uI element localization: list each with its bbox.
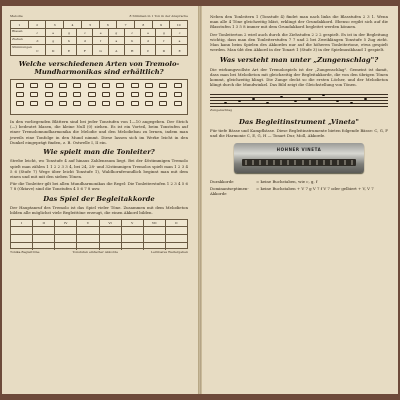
draw-note: d bbox=[30, 37, 46, 44]
paragraph-tonleiter: Strebe leicht, wo Tonstufe 4 auf hinaus Zahlenraum liegt. Bei der 40stimmigen Tremolo spielt man zählen 1 1 2 2 3 3 4, bei 24, 28- und 32stimmigen Tremolos spielt man 1 2 3 4 5 6 (Stufe 7) Wege über leicht Tonstufe 1), Waldhornfreundlich beginnt man mit dem einen und mit mit den sieben Tönen. bbox=[10, 158, 188, 179]
harmonica-illustration bbox=[210, 143, 388, 173]
chord-grid-header bbox=[11, 220, 187, 227]
chord-grid-number: V bbox=[77, 220, 99, 226]
hole-number: 3 bbox=[46, 21, 64, 28]
heading-zungenschlag: Was versteht man unter „Zungenschlag"? bbox=[219, 56, 379, 65]
blow-label: Blasen bbox=[12, 29, 23, 34]
heading-tonleiter: Wie spielt man die Tonleiter? bbox=[43, 147, 155, 156]
draw-note: d bbox=[77, 37, 93, 44]
tuning-note: H bbox=[125, 45, 141, 56]
chart-caption-right: 8 Stimmen in 1 Ton in der Ansprache bbox=[129, 14, 188, 18]
paragraph-begleitakkorde: Der Hauptanruf des Tremolo ist das Spiel vieler Töne. Zusammen mit dem Melodieton bilden alle möglichst viele Begleittöne erzeugt, die einen Akkord bilden. bbox=[10, 204, 188, 216]
hole-number: 9 bbox=[153, 21, 171, 28]
blow-note: c bbox=[30, 29, 46, 36]
paragraph-intro: In den vorliegenden Blättern sind bei jeder Tonstufen von 1—10 angegeben. Der Strich (—) bedeutet blasen, die kleine Null (0) ziehen. Es ist ein Vorteil, beim Tonstufen auf einer Tremolomundharmonika die Melodie und den Melodiebau zu lernen, indem man jeweils eine Tonfolge in den Mund nimmt. Diese lassen sich im Werke leicht in den Dunkel eingeprägt finden, z. B. Ostwelle I, II ein. bbox=[10, 118, 188, 145]
paragraph-tonleitertone: Neben den Tonleitern 1 (Tonstufe 4) findet man nach links die Blasstufen 2 3 1. Wenn man alle 4 Töne gleichzeitig bläst, erklingt der Grundakkord. Ebenso ergibt sich auf die Blasstufen 1 3 5 8 immer mit dem Grundakkord begleitet werden können. bbox=[210, 14, 388, 30]
draw-label: Ziehen bbox=[12, 37, 23, 42]
chord-grid-row3 bbox=[11, 243, 187, 250]
paragraph-tonleiterton-2: Der Tonleiterton 2 wird auch durch die Ziehstufen 2 2 2 gespielt. Es ist in der Begleitung wichtig, dass man den Tonleiterstufen 7 7 und 2 bei Zweiklängen Tonstufe 5 Zug zieht. Man kann beim Spielen des Akkordes nur auf die höheren Tonleitertone, etwa gespielt werden. Man übt den Akkord in der Tonart 1 (Stufe 3) in der Spielmusikhand 1 gespielt. bbox=[210, 31, 388, 53]
hole-number: 4 bbox=[64, 21, 82, 28]
blow-note: c bbox=[77, 29, 93, 36]
blow-note: c bbox=[178, 30, 181, 35]
music-staff bbox=[210, 91, 388, 113]
chord-grid-number: IV bbox=[55, 220, 77, 226]
chord-grid-number: VII bbox=[144, 220, 166, 226]
chart-caption-left: Melodie bbox=[10, 14, 23, 18]
draw-note: d bbox=[141, 37, 157, 44]
tuning-notes bbox=[30, 45, 187, 56]
blow-note: e bbox=[93, 29, 109, 36]
chord-legend-row-1 bbox=[210, 179, 388, 184]
blow-notes bbox=[30, 29, 187, 36]
chord-grid-captions bbox=[10, 250, 188, 254]
tuning-note: C bbox=[30, 45, 46, 56]
blow-note: e bbox=[46, 29, 62, 36]
hole-number: 8 bbox=[135, 21, 153, 28]
tuning-note: C bbox=[141, 45, 157, 56]
tuning-note: A bbox=[109, 45, 125, 56]
hole-number: 2 bbox=[29, 21, 47, 28]
grid-caption-2: Tonstufen einfacher Akkorde bbox=[72, 250, 118, 255]
blow-note: g bbox=[109, 29, 125, 36]
left-page bbox=[2, 6, 199, 394]
hole-number: 1 bbox=[11, 21, 29, 28]
draw-note: a bbox=[178, 38, 181, 43]
legend-label-1: Durakkorde bbox=[210, 179, 234, 185]
tuning-note: D bbox=[156, 45, 172, 56]
draw-note: g bbox=[46, 37, 62, 44]
staff-caption: Zungenschlag bbox=[210, 107, 233, 112]
tuning-note: F bbox=[77, 45, 93, 56]
heading-vineta: Das Begleitinstrument „Vineta" bbox=[239, 117, 359, 126]
draw-notes bbox=[30, 37, 187, 44]
tuning-note: D bbox=[46, 45, 62, 56]
tremolo-diagram bbox=[10, 79, 188, 115]
right-page bbox=[201, 6, 398, 394]
grid-caption-3: Lernbares Weitergehen bbox=[150, 250, 188, 255]
tuning-row bbox=[11, 45, 187, 56]
heading-begleitakkorde: Das Spiel der Begleitakkorde bbox=[43, 194, 155, 203]
tuning-label: Stimmungen bbox=[12, 45, 33, 50]
hole-number: 10 bbox=[176, 22, 181, 27]
chord-grid-number: V bbox=[122, 220, 144, 226]
blow-note: g bbox=[156, 29, 172, 36]
legend-label-2: Dominantseptimen-Akkorde bbox=[210, 185, 249, 196]
chord-legend-row-2 bbox=[210, 186, 388, 196]
hole-row-top bbox=[11, 83, 187, 88]
grid-caption-1: Tonika-Begleittöne bbox=[10, 250, 40, 255]
hole-number-row bbox=[11, 21, 187, 29]
chord-grid bbox=[10, 219, 188, 249]
chord-grid-row1 bbox=[11, 227, 187, 235]
harmonica-label: HOHNER VINETA bbox=[276, 147, 322, 153]
legend-value-1: = keine Buchstaben, wie c, g, f bbox=[256, 179, 318, 185]
draw-note: h bbox=[62, 37, 78, 44]
hole-row-mid bbox=[11, 92, 187, 97]
draw-note: f bbox=[156, 37, 172, 44]
hole-number: 7 bbox=[117, 21, 135, 28]
hole-number: 5 bbox=[82, 21, 100, 28]
paragraph-regel: Für die Tonleiter gilt bei allen Mundharmonikas die Regel: Die Tonleiterstufen 1 2 3 4 5 6 7 8 (Oktave) sind die Tonstufen 4 5 6 7 8 usw. bbox=[10, 181, 188, 192]
blow-row bbox=[11, 29, 187, 37]
chord-legend bbox=[210, 179, 388, 196]
hole-row-bottom bbox=[11, 101, 187, 106]
draw-row bbox=[11, 37, 187, 45]
blow-note: c bbox=[125, 29, 141, 36]
blow-note: g bbox=[62, 29, 78, 36]
chord-grid-number: II bbox=[175, 221, 178, 226]
legend-value-2: = keine Buchstaben + V 7 g V 7 f V 7 oder gelbiert + V, V 7 bbox=[256, 185, 374, 191]
tuning-note: E bbox=[178, 48, 181, 53]
blow-note: e bbox=[141, 29, 157, 36]
draw-note: a bbox=[109, 37, 125, 44]
paragraph-vineta: Für tiefe Bässe und Kampfbässe. Diese Begleitinstrumente bieten folgende Bässe: C, G, F und die Harmonie C, E, G, H — Tonart Dur, Moll, Akkorde. bbox=[210, 128, 388, 139]
chord-grid-number: I bbox=[11, 220, 33, 226]
paragraph-zungenschlag: Die wirkungsvollste Art der Tremolospiels ist der „Zungenschlag". Gemeint ist damit, dass man bei Melodieton mit gleichzeitig der Begleitakkorde, die von den übrigen Tönen kommt, gleichzeitig klingt. Die Zunge deckt so die ersten Löcher, und der Melodieton klingt durch die Mundwinkel. Das Bild zeigt die Gleichstellung von Tönen. bbox=[210, 66, 388, 88]
chord-grid-number: II bbox=[33, 220, 55, 226]
tuning-note: E bbox=[62, 45, 78, 56]
harmonica-image bbox=[234, 143, 364, 173]
hole-chart bbox=[10, 20, 188, 56]
hole-number: 6 bbox=[100, 21, 118, 28]
chord-grid-row2 bbox=[11, 235, 187, 243]
chord-grid-number: VI bbox=[100, 220, 122, 226]
chart-caption-row bbox=[10, 14, 188, 18]
draw-note: f bbox=[93, 37, 109, 44]
tuning-note: G bbox=[93, 45, 109, 56]
draw-note: h bbox=[125, 37, 141, 44]
heading-arten: Welche verschiedenen Arten von Tremolo-Mundharmonikas sind erhältlich? bbox=[18, 60, 180, 76]
